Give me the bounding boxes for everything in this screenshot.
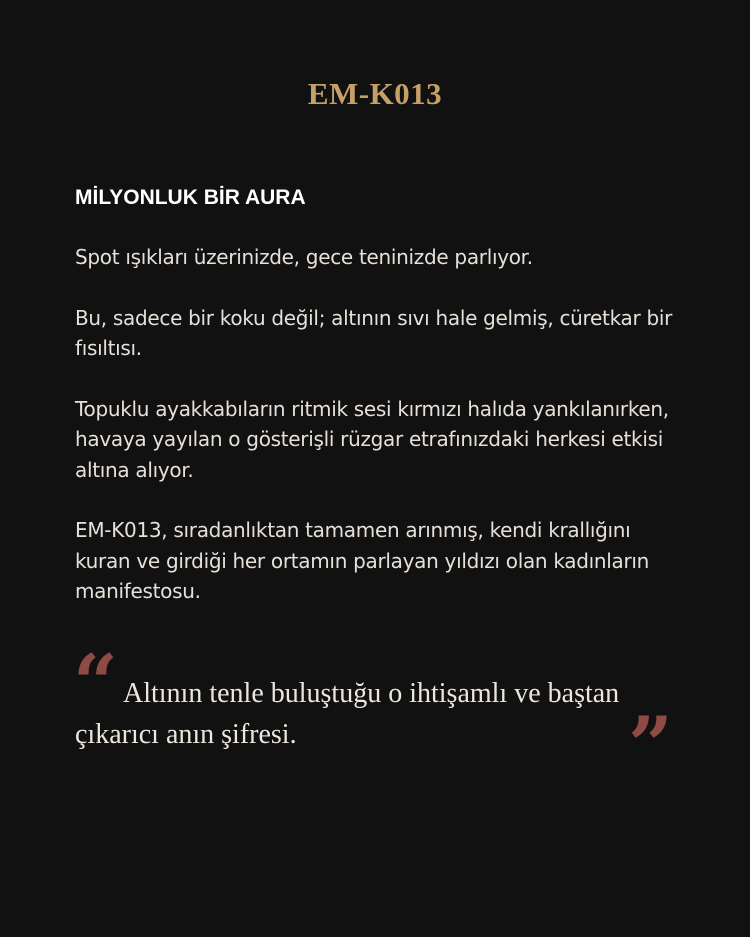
description-body bbox=[75, 184, 675, 637]
open-quote-icon: “ bbox=[73, 638, 118, 729]
paragraph-4: EM-K013, sıradanlıktan tamamen arınmış, kendi krallığını kuran ve girdiği her ortamın parlayan yıldızı olan kadınların manifestosu. bbox=[75, 518, 650, 603]
product-title: EM-K013 bbox=[307, 76, 443, 111]
paragraph-1: Spot ışıkları üzerinizde, gece teninizde parlıyor. bbox=[75, 245, 533, 269]
close-quote-icon: ” bbox=[628, 700, 673, 791]
section-heading: MİLYONLUK BİR AURA bbox=[75, 186, 306, 209]
quote-text: Altının tenle buluştuğu o ihtişamlı ve baştan çıkarıcı anın şifresi. bbox=[75, 678, 620, 750]
pull-quote bbox=[73, 638, 680, 791]
paragraph-2: Bu, sadece bir koku değil; altının sıvı hale gelmiş, cüretkar bir fısıltısı. bbox=[75, 305, 673, 360]
paragraph-3: Topuklu ayakkabıların ritmik sesi kırmızı halıda yankılanırken, havaya yayılan o gösterişli rüzgar etrafınızdaki herkesi etkisi altına alıyor. bbox=[75, 396, 669, 482]
